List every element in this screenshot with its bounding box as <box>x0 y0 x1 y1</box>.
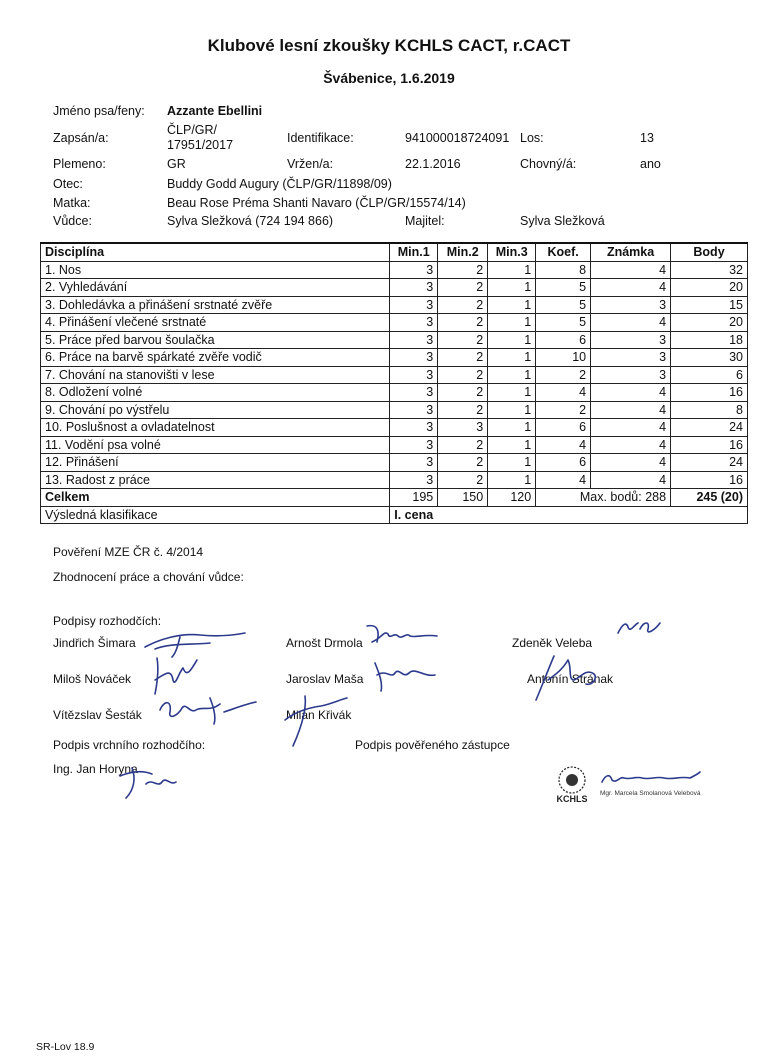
handler-value: Sylva Sležková (724 194 866) <box>167 214 334 228</box>
chief-judge-name: Ing. Jan Horyna <box>53 762 138 776</box>
body-cell: 16 <box>671 436 748 454</box>
koef-cell: 5 <box>536 314 591 332</box>
body-cell: 16 <box>671 471 748 489</box>
min1-cell: 3 <box>390 279 438 297</box>
min2-cell: 2 <box>438 314 488 332</box>
stamp-label: KCHLS <box>556 794 588 804</box>
body-cell: 6 <box>671 366 748 384</box>
discipline-cell: 8. Odložení volné <box>41 384 390 402</box>
table-row <box>41 296 748 314</box>
table-row <box>41 401 748 419</box>
znamka-cell: 4 <box>591 471 671 489</box>
znamka-cell: 3 <box>591 366 671 384</box>
signature-horyna <box>112 762 182 802</box>
col-discipline: Disciplína <box>41 243 390 261</box>
score-table <box>40 242 748 524</box>
min2-cell: 2 <box>438 331 488 349</box>
evaluation-label: Zhodnocení práce a chování vůdce: <box>53 570 244 584</box>
breeder-value: ano <box>640 157 661 171</box>
name-value: Azzante Ebellini <box>167 104 263 118</box>
born-value: 22.1.2016 <box>405 157 461 171</box>
mze-authorization: Pověření MZE ČR č. 4/2014 <box>53 545 204 559</box>
min2-cell: 2 <box>438 384 488 402</box>
min2-cell: 2 <box>438 436 488 454</box>
body-cell: 16 <box>671 384 748 402</box>
judge-name: Jaroslav Maša <box>286 672 364 686</box>
result-label: Výsledná klasifikace <box>41 506 390 524</box>
body-cell: 24 <box>671 454 748 472</box>
min1-cell: 3 <box>390 436 438 454</box>
deputy-label: Podpis pověřeného zástupce <box>355 738 510 752</box>
table-row <box>41 261 748 279</box>
judge-name: Miloš Nováček <box>53 672 132 686</box>
min1-cell: 3 <box>390 384 438 402</box>
total-min2: 150 <box>438 489 488 507</box>
min1-cell: 3 <box>390 331 438 349</box>
min1-cell: 3 <box>390 454 438 472</box>
signature-drmola <box>362 620 442 650</box>
discipline-cell: 4. Přinášení vlečené srstnaté <box>41 314 390 332</box>
znamka-cell: 4 <box>591 436 671 454</box>
discipline-cell: 2. Vyhledávání <box>41 279 390 297</box>
min2-cell: 2 <box>438 471 488 489</box>
table-row <box>41 471 748 489</box>
breed-value: GR <box>167 157 186 171</box>
born-label: Vržen/a: <box>287 157 334 171</box>
min3-cell: 1 <box>488 314 536 332</box>
koef-cell: 6 <box>536 454 591 472</box>
min1-cell: 3 <box>390 314 438 332</box>
breeder-label: Chovný/á: <box>520 157 577 171</box>
koef-cell: 6 <box>536 331 591 349</box>
koef-cell: 5 <box>536 296 591 314</box>
los-label: Los: <box>520 131 544 145</box>
znamka-cell: 4 <box>591 454 671 472</box>
id-value: 941000018724091 <box>405 131 510 145</box>
znamka-cell: 4 <box>591 401 671 419</box>
table-row <box>41 349 748 367</box>
min3-cell: 1 <box>488 261 536 279</box>
signature-masa <box>365 655 450 695</box>
col-koef: Koef. <box>536 243 591 261</box>
koef-cell: 6 <box>536 419 591 437</box>
min1-cell: 3 <box>390 419 438 437</box>
discipline-cell: 13. Radost z práce <box>41 471 390 489</box>
handler-label: Vůdce: <box>53 214 92 228</box>
min1-cell: 3 <box>390 296 438 314</box>
koef-cell: 8 <box>536 261 591 279</box>
discipline-cell: 6. Práce na barvě spárkaté zvěře vodič <box>41 349 390 367</box>
min1-cell: 3 <box>390 261 438 279</box>
col-min3: Min.3 <box>488 243 536 261</box>
koef-cell: 4 <box>536 471 591 489</box>
min1-cell: 3 <box>390 471 438 489</box>
znamka-cell: 4 <box>591 261 671 279</box>
signature-veleba <box>610 615 670 645</box>
id-label: Identifikace: <box>287 131 354 145</box>
reg-label: Zapsán/a: <box>53 131 109 145</box>
koef-cell: 5 <box>536 279 591 297</box>
min2-cell: 2 <box>438 261 488 279</box>
mother-value: Beau Rose Préma Shanti Navaro (ČLP/GR/15574/14) <box>167 196 466 210</box>
znamka-cell: 3 <box>591 331 671 349</box>
body-cell: 30 <box>671 349 748 367</box>
judges-label: Podpisy rozhodčích: <box>53 614 162 628</box>
body-cell: 18 <box>671 331 748 349</box>
signature-krivak <box>265 690 355 750</box>
znamka-cell: 4 <box>591 314 671 332</box>
club-stamp-icon <box>548 762 596 804</box>
judge-name: Antonín Strának <box>527 672 614 686</box>
min3-cell: 1 <box>488 401 536 419</box>
table-header-row <box>41 243 748 261</box>
body-cell: 20 <box>671 279 748 297</box>
min3-cell: 1 <box>488 419 536 437</box>
min3-cell: 1 <box>488 471 536 489</box>
znamka-cell: 3 <box>591 296 671 314</box>
min3-cell: 1 <box>488 331 536 349</box>
body-cell: 32 <box>671 261 748 279</box>
discipline-cell: 1. Nos <box>41 261 390 279</box>
form-code: SR-Lov 18.9 <box>36 1041 95 1053</box>
koef-cell: 4 <box>536 384 591 402</box>
min3-cell: 1 <box>488 454 536 472</box>
signature-stranak <box>528 650 608 705</box>
body-cell: 20 <box>671 314 748 332</box>
reg-value-2: 17951/2017 <box>167 138 234 152</box>
total-points: 245 (20) <box>671 489 748 507</box>
deputy-name: Mgr. Marcela Smolanová Velebová <box>600 790 701 797</box>
discipline-cell: 7. Chování na stanovišti v lese <box>41 366 390 384</box>
koef-cell: 2 <box>536 401 591 419</box>
table-row <box>41 384 748 402</box>
judge-name: Vítězslav Šesták <box>53 708 142 722</box>
min1-cell: 3 <box>390 349 438 367</box>
discipline-cell: 12. Přinášení <box>41 454 390 472</box>
judge-name: Zdeněk Veleba <box>512 636 593 650</box>
min1-cell: 3 <box>390 401 438 419</box>
znamka-cell: 3 <box>591 349 671 367</box>
col-min1: Min.1 <box>390 243 438 261</box>
znamka-cell: 4 <box>591 279 671 297</box>
signature-deputy <box>598 768 703 788</box>
document-subtitle: Švábenice, 1.6.2019 <box>323 70 455 86</box>
result-row <box>41 506 748 524</box>
discipline-cell: 3. Dohledávka a přinášení srstnaté zvěře <box>41 296 390 314</box>
max-points: Max. bodů: 288 <box>536 489 671 507</box>
discipline-cell: 11. Vodění psa volné <box>41 436 390 454</box>
body-cell: 15 <box>671 296 748 314</box>
min2-cell: 2 <box>438 349 488 367</box>
father-value: Buddy Godd Augury (ČLP/GR/11898/09) <box>167 177 392 191</box>
los-value: 13 <box>640 131 654 145</box>
judge-name: Arnošt Drmola <box>286 636 363 650</box>
koef-cell: 10 <box>536 349 591 367</box>
mother-label: Matka: <box>53 196 91 210</box>
owner-label: Majitel: <box>405 214 445 228</box>
judge-name: Milan Křivák <box>286 708 352 722</box>
min2-cell: 2 <box>438 454 488 472</box>
score-table-body <box>41 261 748 524</box>
koef-cell: 2 <box>536 366 591 384</box>
koef-cell: 4 <box>536 436 591 454</box>
name-label: Jméno psa/feny: <box>53 104 145 118</box>
discipline-cell: 10. Poslušnost a ovladatelnost <box>41 419 390 437</box>
document-title: Klubové lesní zkoušky KCHLS CACT, r.CACT <box>207 36 571 55</box>
judge-name: Jindřich Šimara <box>53 636 136 650</box>
min2-cell: 3 <box>438 419 488 437</box>
min2-cell: 2 <box>438 279 488 297</box>
total-min3: 120 <box>488 489 536 507</box>
table-row <box>41 419 748 437</box>
min3-cell: 1 <box>488 384 536 402</box>
chief-judge-label: Podpis vrchního rozhodčího: <box>53 738 206 752</box>
min3-cell: 1 <box>488 349 536 367</box>
body-cell: 8 <box>671 401 748 419</box>
min1-cell: 3 <box>390 366 438 384</box>
table-row <box>41 436 748 454</box>
min3-cell: 1 <box>488 366 536 384</box>
min2-cell: 2 <box>438 401 488 419</box>
reg-value-1: ČLP/GR/ <box>167 123 218 137</box>
min3-cell: 1 <box>488 436 536 454</box>
result-value: I. cena <box>390 506 748 524</box>
breed-label: Plemeno: <box>53 157 106 171</box>
znamka-cell: 4 <box>591 384 671 402</box>
table-row <box>41 454 748 472</box>
table-row <box>41 331 748 349</box>
owner-value: Sylva Sležková <box>520 214 605 228</box>
father-label: Otec: <box>53 177 83 191</box>
discipline-cell: 9. Chování po výstřelu <box>41 401 390 419</box>
col-znamka: Známka <box>591 243 671 261</box>
table-row <box>41 366 748 384</box>
table-row <box>41 279 748 297</box>
min2-cell: 2 <box>438 366 488 384</box>
total-label: Celkem <box>41 489 390 507</box>
signature-sestak <box>150 690 260 730</box>
znamka-cell: 4 <box>591 419 671 437</box>
table-row <box>41 314 748 332</box>
discipline-cell: 5. Práce před barvou šoulačka <box>41 331 390 349</box>
total-min1: 195 <box>390 489 438 507</box>
col-body: Body <box>671 243 748 261</box>
min3-cell: 1 <box>488 296 536 314</box>
min3-cell: 1 <box>488 279 536 297</box>
body-cell: 24 <box>671 419 748 437</box>
total-row <box>41 489 748 507</box>
min2-cell: 2 <box>438 296 488 314</box>
col-min2: Min.2 <box>438 243 488 261</box>
